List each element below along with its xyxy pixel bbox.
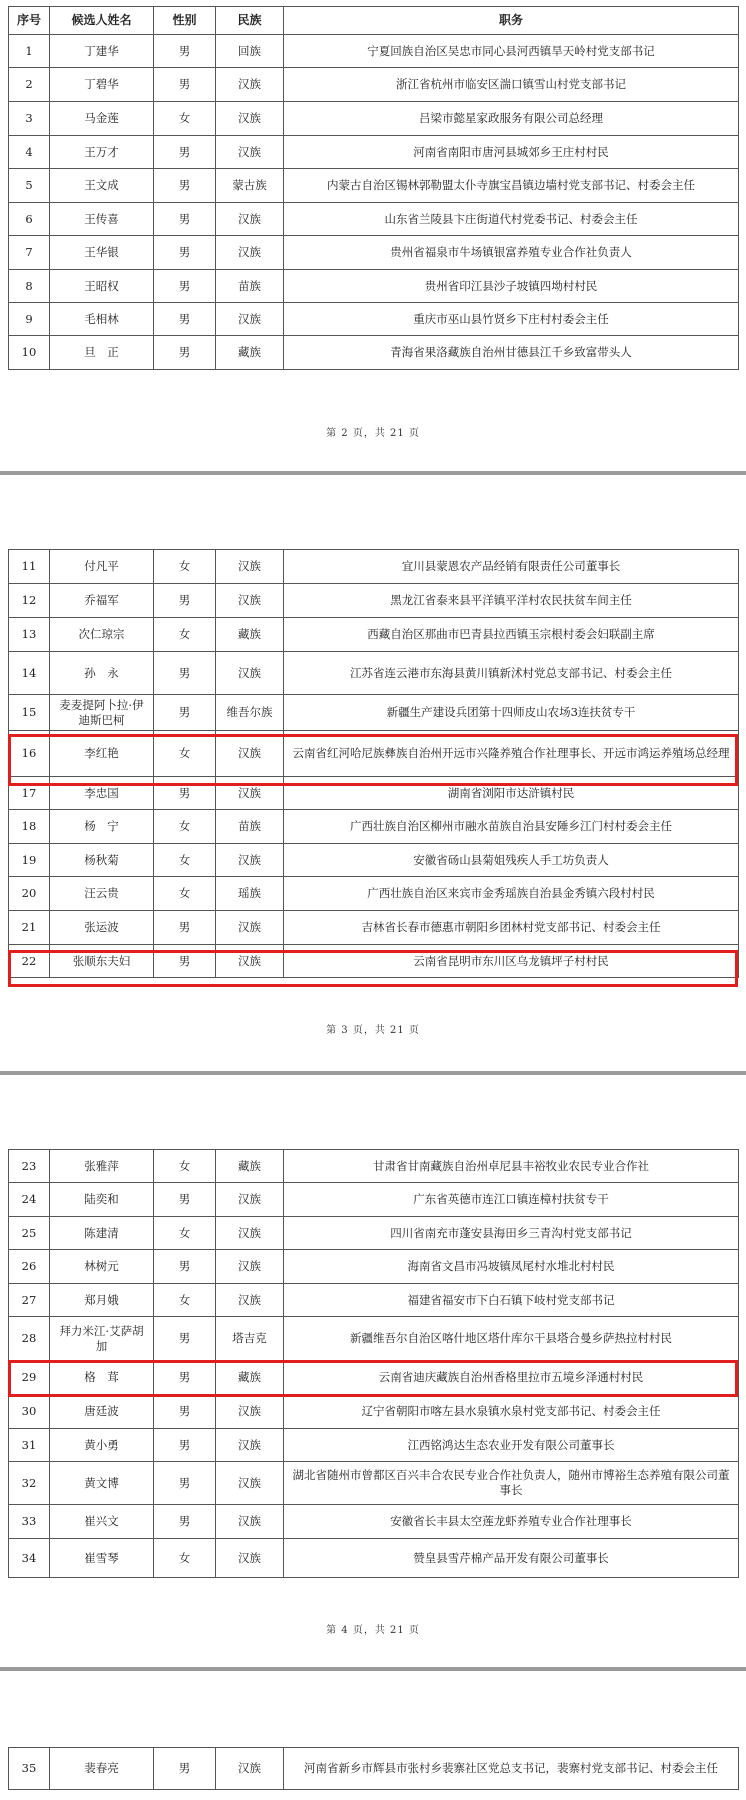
gender: 女 <box>154 1539 216 1578</box>
candidate-name: 王文成 <box>50 169 154 203</box>
ethnicity: 藏族 <box>216 1150 284 1183</box>
row-index: 29 <box>9 1361 50 1395</box>
table-row <box>9 1183 739 1217</box>
position: 云南省红河哈尼族彝族自治州开远市兴隆养殖合作社理事长、开远市鸿运养殖场总经理 <box>284 731 739 777</box>
candidate-name: 丁建华 <box>50 35 154 68</box>
candidate-name: 旦 正 <box>50 336 154 370</box>
row-index: 16 <box>9 731 50 777</box>
gender: 男 <box>154 777 216 810</box>
position: 青海省果洛藏族自治州甘德县江千乡致富带头人 <box>284 336 739 370</box>
page-separator <box>0 471 746 475</box>
candidate-name: 乔福军 <box>50 584 154 618</box>
candidate-name: 张雅萍 <box>50 1150 154 1183</box>
ethnicity: 汉族 <box>216 1395 284 1429</box>
table-row <box>9 584 739 618</box>
table-row <box>9 236 739 270</box>
position: 重庆市巫山县竹贤乡下庄村村委会主任 <box>284 303 739 336</box>
candidate-name: 汪云贵 <box>50 877 154 911</box>
ethnicity: 汉族 <box>216 1250 284 1284</box>
table-row <box>9 777 739 810</box>
ethnicity: 藏族 <box>216 1361 284 1395</box>
table-row <box>9 1250 739 1284</box>
ethnicity: 汉族 <box>216 303 284 336</box>
table-row <box>9 1317 739 1361</box>
row-index: 25 <box>9 1217 50 1250</box>
gender: 女 <box>154 550 216 584</box>
ethnicity: 藏族 <box>216 336 284 370</box>
gender: 女 <box>154 618 216 652</box>
gender: 男 <box>154 270 216 303</box>
candidate-name: 王昭权 <box>50 270 154 303</box>
row-index: 32 <box>9 1462 50 1505</box>
ethnicity: 回族 <box>216 35 284 68</box>
position: 安徽省砀山县菊姐残疾人手工坊负责人 <box>284 844 739 877</box>
position: 山东省兰陵县卞庄街道代村党委书记、村委会主任 <box>284 203 739 236</box>
candidate-name: 丁碧华 <box>50 68 154 102</box>
gender: 女 <box>154 731 216 777</box>
page-footer: 第 4 页，共 21 页 <box>326 1625 420 1636</box>
ethnicity: 藏族 <box>216 618 284 652</box>
page-footer: 第 3 页，共 21 页 <box>326 1025 420 1036</box>
ethnicity: 汉族 <box>216 911 284 945</box>
row-index: 2 <box>9 68 50 102</box>
position: 福建省福安市下白石镇下岐村党支部书记 <box>284 1284 739 1317</box>
table-row <box>9 68 739 102</box>
table-row <box>9 695 739 731</box>
position: 江苏省连云港市东海县黄川镇新沭村党总支部书记、村委会主任 <box>284 652 739 695</box>
position: 广西壮族自治区来宾市金秀瑶族自治县金秀镇六段村村民 <box>284 877 739 911</box>
ethnicity: 塔吉克 <box>216 1317 284 1361</box>
row-index: 26 <box>9 1250 50 1284</box>
ethnicity: 汉族 <box>216 68 284 102</box>
gender: 女 <box>154 810 216 844</box>
position: 湖北省随州市曾都区百兴丰合农民专业合作社负责人，随州市博裕生态养殖有限公司董事长 <box>284 1462 739 1505</box>
row-index: 3 <box>9 102 50 136</box>
row-index: 1 <box>9 35 50 68</box>
position: 吕梁市懿星家政服务有限公司总经理 <box>284 102 739 136</box>
candidate-table-page-2 <box>8 6 739 370</box>
candidate-table-page-3 <box>8 549 739 978</box>
table-row <box>9 1395 739 1429</box>
table-row <box>9 35 739 68</box>
table-row <box>9 1284 739 1317</box>
ethnicity: 汉族 <box>216 550 284 584</box>
table-row <box>9 945 739 978</box>
row-index: 21 <box>9 911 50 945</box>
position: 浙江省杭州市临安区湍口镇雪山村党支部书记 <box>284 68 739 102</box>
gender: 男 <box>154 303 216 336</box>
table-row <box>9 1539 739 1578</box>
position: 河南省新乡市辉县市张村乡裴寨社区党总支书记，裴寨村党支部书记、村委会主任 <box>284 1748 739 1790</box>
table-row <box>9 877 739 911</box>
table-row <box>9 1361 739 1395</box>
page-separator <box>0 1667 746 1671</box>
row-index: 34 <box>9 1539 50 1578</box>
position: 黑龙江省泰来县平洋镇平洋村农民扶贫车间主任 <box>284 584 739 618</box>
table-row <box>9 203 739 236</box>
table-row <box>9 652 739 695</box>
position: 贵州省印江县沙子坡镇四坳村村民 <box>284 270 739 303</box>
candidate-name: 付凡平 <box>50 550 154 584</box>
gender: 男 <box>154 1505 216 1539</box>
position: 河南省南阳市唐河县城郊乡王庄村村民 <box>284 136 739 169</box>
row-index: 24 <box>9 1183 50 1217</box>
ethnicity: 汉族 <box>216 652 284 695</box>
ethnicity: 汉族 <box>216 1539 284 1578</box>
table-row <box>9 1217 739 1250</box>
candidate-name: 麦麦提阿卜拉·伊迪斯巴柯 <box>50 695 154 731</box>
position: 内蒙古自治区锡林郭勒盟太仆寺旗宝昌镇边墙村党支部书记、村委会主任 <box>284 169 739 203</box>
gender: 男 <box>154 1250 216 1284</box>
ethnicity: 汉族 <box>216 1505 284 1539</box>
candidate-name: 李红艳 <box>50 731 154 777</box>
gender: 男 <box>154 911 216 945</box>
position: 吉林省长春市德惠市朝阳乡团林村党支部书记、村委会主任 <box>284 911 739 945</box>
row-index: 30 <box>9 1395 50 1429</box>
candidate-name: 格 茸 <box>50 1361 154 1395</box>
gender: 男 <box>154 136 216 169</box>
candidate-name: 王万才 <box>50 136 154 169</box>
row-index: 31 <box>9 1429 50 1462</box>
candidate-table-page-4 <box>8 1149 739 1578</box>
row-index: 18 <box>9 810 50 844</box>
table-row <box>9 810 739 844</box>
page-separator <box>0 1071 746 1075</box>
ethnicity: 汉族 <box>216 777 284 810</box>
row-index: 6 <box>9 203 50 236</box>
row-index: 19 <box>9 844 50 877</box>
header-name: 候选人姓名 <box>50 7 154 35</box>
candidate-name: 拜力米江·艾萨胡加 <box>50 1317 154 1361</box>
row-index: 15 <box>9 695 50 731</box>
candidate-name: 郑月娥 <box>50 1284 154 1317</box>
table-row <box>9 102 739 136</box>
row-index: 14 <box>9 652 50 695</box>
gender: 男 <box>154 652 216 695</box>
gender: 女 <box>154 1150 216 1183</box>
ethnicity: 汉族 <box>216 203 284 236</box>
candidate-name: 唐廷波 <box>50 1395 154 1429</box>
ethnicity: 汉族 <box>216 844 284 877</box>
table-header-row <box>9 7 739 35</box>
ethnicity: 汉族 <box>216 1462 284 1505</box>
ethnicity: 汉族 <box>216 584 284 618</box>
row-index: 27 <box>9 1284 50 1317</box>
gender: 男 <box>154 1183 216 1217</box>
ethnicity: 汉族 <box>216 1748 284 1790</box>
table-row <box>9 136 739 169</box>
candidate-name: 张顺东夫妇 <box>50 945 154 978</box>
gender: 女 <box>154 877 216 911</box>
ethnicity: 汉族 <box>216 1183 284 1217</box>
candidate-name: 陆奕和 <box>50 1183 154 1217</box>
table-row <box>9 1748 739 1790</box>
candidate-name: 崔雪琴 <box>50 1539 154 1578</box>
header-position: 职务 <box>284 7 739 35</box>
row-index: 9 <box>9 303 50 336</box>
row-index: 7 <box>9 236 50 270</box>
gender: 男 <box>154 336 216 370</box>
position: 新疆维吾尔自治区喀什地区塔什库尔干县塔合曼乡萨热拉村村民 <box>284 1317 739 1361</box>
ethnicity: 汉族 <box>216 945 284 978</box>
gender: 男 <box>154 1429 216 1462</box>
position: 云南省迪庆藏族自治州香格里拉市五境乡泽通村村民 <box>284 1361 739 1395</box>
gender: 男 <box>154 169 216 203</box>
gender: 男 <box>154 945 216 978</box>
position: 安徽省长丰县太空莲龙虾养殖专业合作社理事长 <box>284 1505 739 1539</box>
table-row <box>9 1462 739 1505</box>
table-row <box>9 336 739 370</box>
candidate-name: 黄小勇 <box>50 1429 154 1462</box>
ethnicity: 蒙古族 <box>216 169 284 203</box>
gender: 男 <box>154 203 216 236</box>
row-index: 22 <box>9 945 50 978</box>
candidate-name: 毛相林 <box>50 303 154 336</box>
position: 宜川县蒙恩农产品经销有限责任公司董事长 <box>284 550 739 584</box>
ethnicity: 汉族 <box>216 1429 284 1462</box>
table-row <box>9 844 739 877</box>
table-row <box>9 1429 739 1462</box>
candidate-name: 李忠国 <box>50 777 154 810</box>
table-row <box>9 1150 739 1183</box>
candidate-table-page-5 <box>8 1747 739 1790</box>
gender: 男 <box>154 584 216 618</box>
row-index: 10 <box>9 336 50 370</box>
table-row <box>9 303 739 336</box>
row-index: 4 <box>9 136 50 169</box>
ethnicity: 汉族 <box>216 731 284 777</box>
position: 贵州省福泉市牛场镇银富养殖专业合作社负责人 <box>284 236 739 270</box>
position: 新疆生产建设兵团第十四师皮山农场3连扶贫专干 <box>284 695 739 731</box>
candidate-name: 陈建清 <box>50 1217 154 1250</box>
candidate-name: 王传喜 <box>50 203 154 236</box>
ethnicity: 维吾尔族 <box>216 695 284 731</box>
table-row <box>9 270 739 303</box>
position: 宁夏回族自治区吴忠市同心县河西镇旱天岭村党支部书记 <box>284 35 739 68</box>
position: 赞皇县雪芹棉产品开发有限公司董事长 <box>284 1539 739 1578</box>
ethnicity: 苗族 <box>216 270 284 303</box>
candidate-name: 林树元 <box>50 1250 154 1284</box>
row-index: 28 <box>9 1317 50 1361</box>
table-row <box>9 169 739 203</box>
position: 甘肃省甘南藏族自治州卓尼县丰裕牧业农民专业合作社 <box>284 1150 739 1183</box>
gender: 男 <box>154 1317 216 1361</box>
gender: 女 <box>154 844 216 877</box>
row-index: 17 <box>9 777 50 810</box>
row-index: 13 <box>9 618 50 652</box>
position: 云南省昆明市东川区乌龙镇坪子村村民 <box>284 945 739 978</box>
candidate-name: 王华银 <box>50 236 154 270</box>
row-index: 20 <box>9 877 50 911</box>
header-ethnicity: 民族 <box>216 7 284 35</box>
ethnicity: 汉族 <box>216 236 284 270</box>
position: 辽宁省朝阳市喀左县水泉镇水泉村党支部书记、村委会主任 <box>284 1395 739 1429</box>
table-row <box>9 1505 739 1539</box>
row-index: 33 <box>9 1505 50 1539</box>
gender: 男 <box>154 1395 216 1429</box>
row-index: 35 <box>9 1748 50 1790</box>
header-gender: 性别 <box>154 7 216 35</box>
gender: 男 <box>154 695 216 731</box>
position: 西藏自治区那曲市巴青县拉西镇玉宗根村委会妇联副主席 <box>284 618 739 652</box>
gender: 男 <box>154 1462 216 1505</box>
candidate-name: 杨 宁 <box>50 810 154 844</box>
gender: 男 <box>154 1361 216 1395</box>
gender: 男 <box>154 1748 216 1790</box>
candidate-name: 孙 永 <box>50 652 154 695</box>
gender: 男 <box>154 68 216 102</box>
gender: 男 <box>154 236 216 270</box>
position: 湖南省浏阳市达浒镇村民 <box>284 777 739 810</box>
candidate-name: 黄文博 <box>50 1462 154 1505</box>
gender: 女 <box>154 1284 216 1317</box>
row-index: 12 <box>9 584 50 618</box>
row-index: 8 <box>9 270 50 303</box>
candidate-name: 裴春亮 <box>50 1748 154 1790</box>
table-row <box>9 911 739 945</box>
candidate-name: 马金莲 <box>50 102 154 136</box>
position: 四川省南充市蓬安县海田乡三青沟村党支部书记 <box>284 1217 739 1250</box>
gender: 男 <box>154 35 216 68</box>
candidate-name: 杨秋菊 <box>50 844 154 877</box>
ethnicity: 汉族 <box>216 102 284 136</box>
gender: 女 <box>154 102 216 136</box>
candidate-name: 张运波 <box>50 911 154 945</box>
ethnicity: 苗族 <box>216 810 284 844</box>
table-row <box>9 731 739 777</box>
row-index: 23 <box>9 1150 50 1183</box>
gender: 女 <box>154 1217 216 1250</box>
table-row <box>9 550 739 584</box>
header-index: 序号 <box>9 7 50 35</box>
candidate-name: 次仁琼宗 <box>50 618 154 652</box>
ethnicity: 汉族 <box>216 1284 284 1317</box>
position: 海南省文昌市冯坡镇凤尾村水堆北村村民 <box>284 1250 739 1284</box>
position: 江西铭鸿达生态农业开发有限公司董事长 <box>284 1429 739 1462</box>
row-index: 11 <box>9 550 50 584</box>
table-row <box>9 618 739 652</box>
ethnicity: 瑶族 <box>216 877 284 911</box>
candidate-name: 崔兴文 <box>50 1505 154 1539</box>
position: 广西壮族自治区柳州市融水苗族自治县安陲乡江门村村委会主任 <box>284 810 739 844</box>
ethnicity: 汉族 <box>216 1217 284 1250</box>
page-footer: 第 2 页，共 21 页 <box>326 428 420 439</box>
ethnicity: 汉族 <box>216 136 284 169</box>
position: 广东省英德市连江口镇连樟村扶贫专干 <box>284 1183 739 1217</box>
row-index: 5 <box>9 169 50 203</box>
